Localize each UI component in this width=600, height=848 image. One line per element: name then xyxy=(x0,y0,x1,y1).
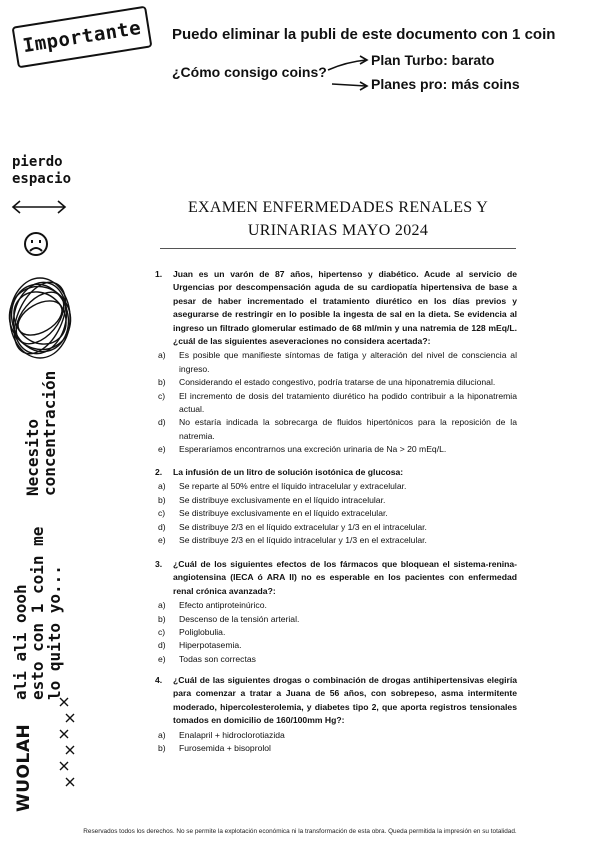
question-text: ¿Cuál de las siguientes drogas o combinación de drogas antihipertensivas elegiría para comenzar a tratar a Juana de 56 años, con sobrepeso, asma intermitente moderado, hipercolesterolemia, y diabetes tipo 2, que aporta registros tensionales tomados en domicilio de 160/100mm Hg?: xyxy=(173,675,517,726)
question-number: 2. xyxy=(155,467,163,477)
question-4 xyxy=(155,674,517,755)
stamp-label: Importante xyxy=(21,16,143,58)
title-divider xyxy=(160,248,516,249)
option: d) No estaría indicada la sobrecarga de fluidos hipertónicos para la reposición de la natremia. xyxy=(158,417,517,441)
coin-note-line-3: lo quito yo... xyxy=(45,565,64,700)
option: d) Hiperpotasemia. xyxy=(158,640,242,651)
coin-note-line-2: esto con 1 coin me xyxy=(28,526,47,700)
coin-note-line-1: ali ali oooh xyxy=(11,584,30,700)
option: d) Se distribuye 2/3 en el líquido extracelular y 1/3 en el intracelular. xyxy=(158,521,427,532)
exam-title-line-2: URINARIAS MAYO 2024 xyxy=(247,222,429,239)
question-text: Juan es un varón de 87 años, hipertenso y diabético. Acude al servicio de Urgencias por descompensación aguda de su cardiopatía hipertensiva de base a pesar de haber incrementado el tratamiento diurético en los días previos y asegurarse de restringir en lo posible la ingesta de sal en la dieta. Se evidencia al ingreso un filtrado glomerular estimado de 68 ml/min y una natremia de 128 mEq/L. ¿cuál de las siguientes aseveraciones no considera acertada?: xyxy=(173,269,517,347)
option: e) Se distribuye 2/3 en el líquido intracelular y 1/3 en el extracelular. xyxy=(158,535,427,546)
option: e) Todas son correctas xyxy=(158,653,256,664)
question-number: 1. xyxy=(155,269,163,279)
option: b) Se distribuye exclusivamente en el líquido intracelular. xyxy=(158,494,386,505)
plan-turbo-link[interactable]: Plan Turbo: barato xyxy=(371,52,495,68)
focus-note: Necesito concentración xyxy=(23,370,59,496)
sad-face-icon xyxy=(22,230,50,258)
x-marks-icon xyxy=(54,692,84,792)
note-line-1: pierdo xyxy=(12,154,63,170)
question-2 xyxy=(155,466,517,547)
question-text: ¿Cuál de los siguientes efectos de los fármacos que bloquean el sistema-renina-angiotensina (IECA ó ARA II) no es esperable en los pacientes con enfermedad renal crónica avanzada?: xyxy=(173,559,517,596)
option: c) Poliglobulia. xyxy=(158,627,226,638)
option: b) Furosemida + bisoprolol xyxy=(158,743,271,754)
exam-title xyxy=(160,196,516,242)
option: e) Esperaríamos encontrarnos una excreción urinaria de Na > 20 mEq/L. xyxy=(158,444,447,455)
question-number: 4. xyxy=(155,675,163,685)
option: a) Es posible que manifieste síntomas de fatiga y alteración del nivel de consciencia al ingreso. xyxy=(158,350,517,374)
question-number: 3. xyxy=(155,559,163,569)
option: a) Se reparte al 50% entre el líquido intracelular y extracelular. xyxy=(158,481,407,492)
double-arrow-icon xyxy=(10,198,68,216)
ad-headline[interactable]: Puedo eliminar la publi de este documento con 1 coin xyxy=(172,26,556,43)
sidebar-note xyxy=(12,154,71,188)
option: b) Considerando el estado congestivo, podría tratarse de una hiponatremia dilucional. xyxy=(158,377,496,388)
question-3 xyxy=(155,558,517,666)
coin-note xyxy=(12,527,63,700)
scribble-icon xyxy=(4,272,76,364)
copyright-footer: Reservados todos los derechos. No se permite la explotación económica ni la transformación de esta obra. Queda permitida la impresión en su totalidad. xyxy=(83,828,517,835)
exam-title-line-1: EXAMEN ENFERMEDADES RENALES Y xyxy=(187,199,489,216)
option: a) Enalapril + hidroclorotiazida xyxy=(158,729,285,740)
option: b) Descenso de la tensión arterial. xyxy=(158,613,300,624)
plan-pro-link[interactable]: Planes pro: más coins xyxy=(371,76,520,92)
option: c) El incremento de dosis del tratamiento diurético ha podido contribuir a la hiponatremia actual. xyxy=(158,390,517,415)
arrows-icon xyxy=(324,52,372,94)
wuolah-logo[interactable]: WUOLAH xyxy=(14,723,34,812)
question-text: La infusión de un litro de solución isotónica de glucosa: xyxy=(173,467,404,477)
question-1 xyxy=(155,268,517,457)
option: c) Se distribuye exclusivamente en el líquido extracelular. xyxy=(158,508,388,519)
note-line-2: espacio xyxy=(12,171,72,187)
ad-question[interactable]: ¿Cómo consigo coins? xyxy=(172,64,327,80)
importante-stamp xyxy=(12,6,153,69)
option: a) Efecto antiproteinúrico. xyxy=(158,600,267,611)
